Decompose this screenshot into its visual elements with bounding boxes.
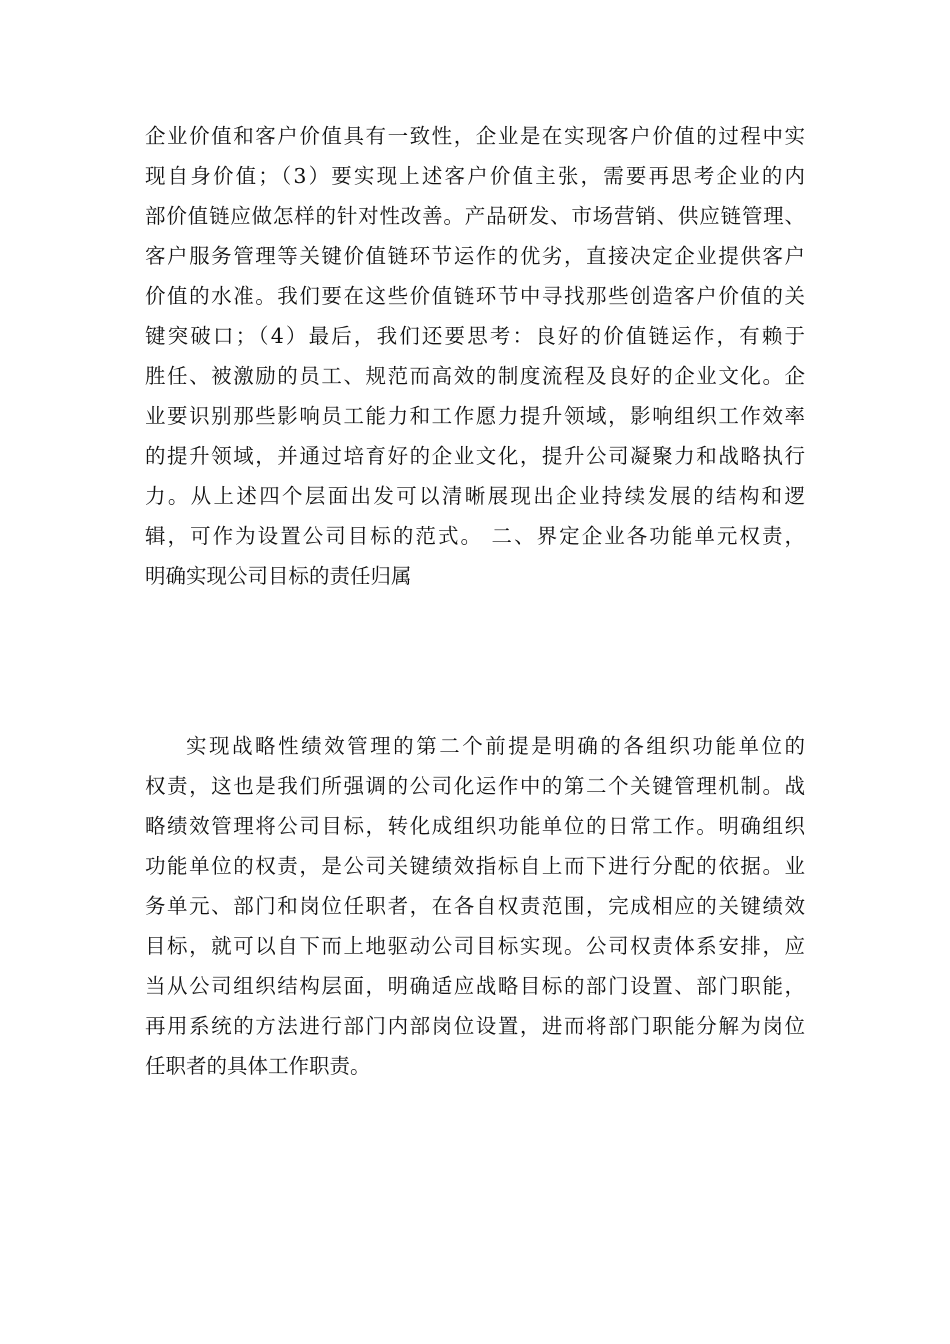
paragraph-line: 业要识别那些影响员工能力和工作愿力提升领域，影响组织工作效率 — [145, 404, 805, 428]
paragraph-2 — [145, 726, 805, 1086]
paragraph-line: 功能单位的权责，是公司关键绩效指标自上而下进行分配的依据。业 — [145, 854, 805, 878]
paragraph-line: 部价值链应做怎样的针对性改善。产品研发、市场营销、供应链管理、 — [145, 204, 805, 228]
paragraph-line: 客户服务管理等关键价值链环节运作的优劣，直接决定企业提供客户 — [145, 244, 805, 268]
paragraph-line: 胜任、被激励的员工、规范而高效的制度流程及良好的企业文化。企 — [145, 364, 805, 388]
paragraph-line: 略绩效管理将公司目标，转化成组织功能单位的日常工作。明确组织 — [145, 814, 805, 838]
paragraph-line: 企业价值和客户价值具有一致性，企业是在实现客户价值的过程中实 — [145, 124, 805, 148]
section-heading-line: 辑，可作为设置公司目标的范式。 二、界定企业各功能单元权责， — [145, 524, 805, 548]
paragraph-line: 任职者的具体工作职责。 — [145, 1054, 371, 1078]
paragraph-line: 实现战略性绩效管理的第二个前提是明确的各组织功能单位的 — [186, 734, 805, 758]
paragraph-line: 再用系统的方法进行部门内部岗位设置，进而将部门职能分解为岗位 — [145, 1014, 805, 1038]
paragraph-line: 权责，这也是我们所强调的公司化运作中的第二个关键管理机制。战 — [145, 774, 805, 798]
paragraph-line: 目标，就可以自下而上地驱动公司目标实现。公司权责体系安排，应 — [145, 934, 805, 958]
section-heading-line: 明确实现公司目标的责任归属 — [145, 564, 412, 588]
paragraph-line: 价值的水准。我们要在这些价值链环节中寻找那些创造客户价值的关 — [145, 284, 805, 308]
paragraph-line: 务单元、部门和岗位任职者，在各自权责范围，完成相应的关键绩效 — [145, 894, 805, 918]
paragraph-line: 当从公司组织结构层面，明确适应战略目标的部门设置、部门职能， — [145, 974, 805, 998]
paragraph-1 — [145, 116, 805, 596]
paragraph-line: 力。从上述四个层面出发可以清晰展现出企业持续发展的结构和逻 — [145, 484, 805, 508]
paragraph-line: 的提升领域，并通过培育好的企业文化，提升公司凝聚力和战略执行 — [145, 444, 805, 468]
paragraph-line: 键突破口；（4）最后，我们还要思考：良好的价值链运作，有赖于 — [145, 324, 805, 348]
paragraph-line: 现自身价值；（3）要实现上述客户价值主张，需要再思考企业的内 — [145, 164, 805, 188]
